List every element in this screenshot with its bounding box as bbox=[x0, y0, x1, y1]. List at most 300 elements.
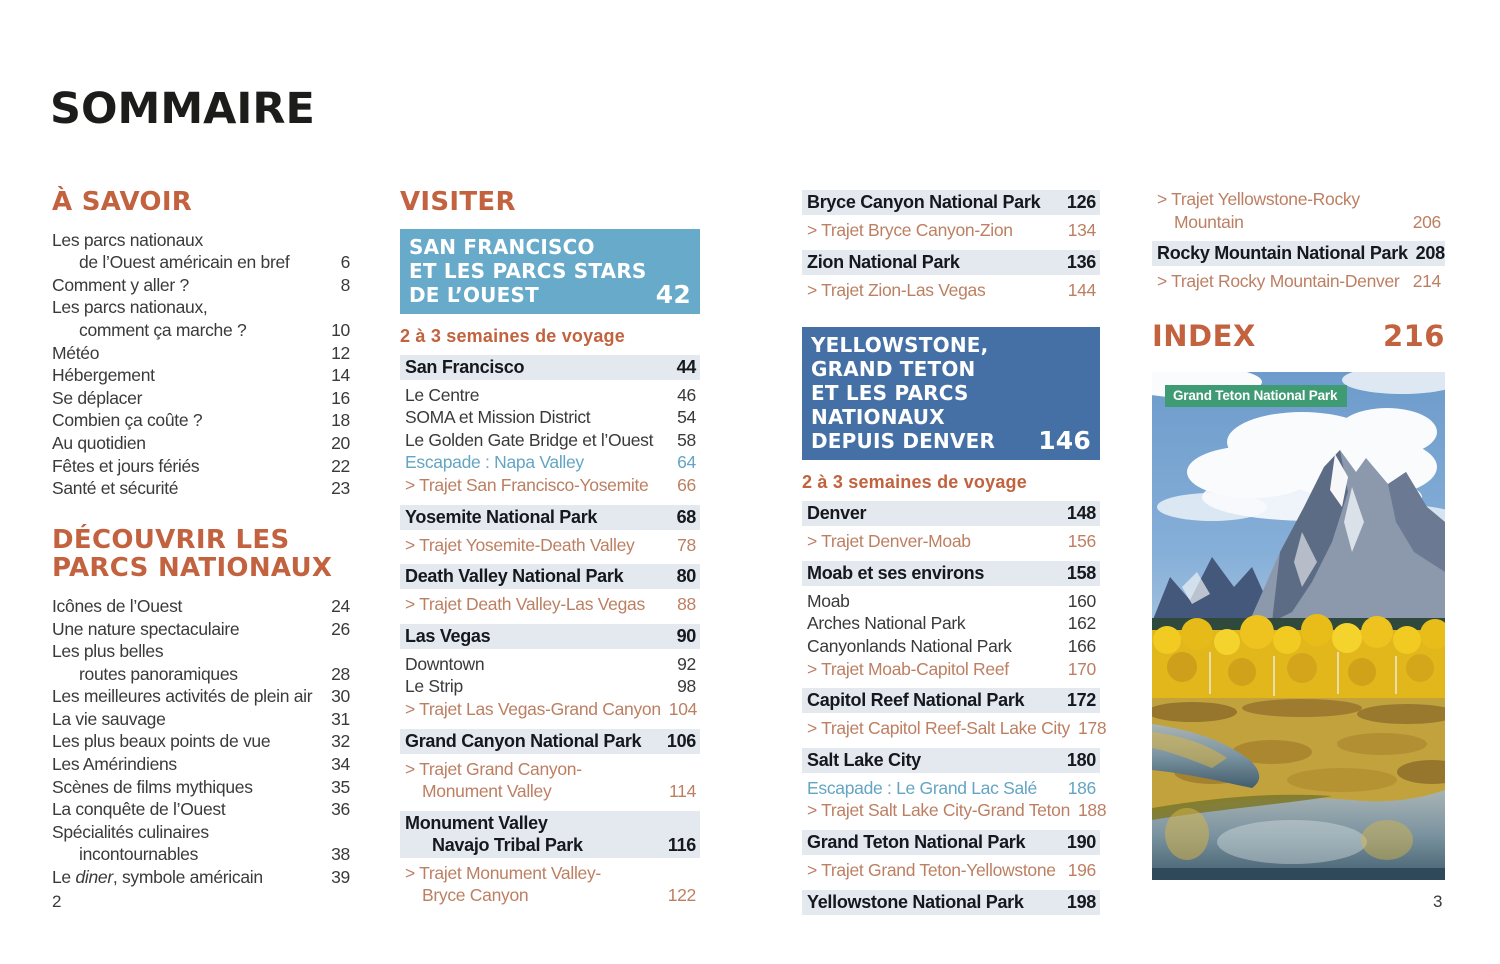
toc-row-line bbox=[807, 502, 1096, 524]
toc-row-group bbox=[52, 595, 350, 889]
toc-row-line bbox=[52, 296, 350, 319]
toc-page-number: 24 bbox=[331, 595, 350, 616]
section-heading-line: PARCS NATIONAUX bbox=[52, 553, 333, 584]
toc-row-line bbox=[405, 780, 696, 803]
toc-page-number: 134 bbox=[1067, 220, 1096, 240]
toc-row-label: > Trajet Monument Valley- bbox=[405, 862, 601, 883]
chapter-box-line bbox=[409, 259, 691, 283]
toc-row-line bbox=[52, 618, 350, 641]
photo-caption: Grand Teton National Park bbox=[1165, 385, 1347, 407]
toc-row bbox=[802, 279, 1100, 302]
section-heading bbox=[400, 188, 700, 217]
toc-row bbox=[52, 866, 350, 889]
toc-page-number: 116 bbox=[667, 834, 696, 855]
toc-row-line bbox=[807, 859, 1096, 882]
chapter-box-line bbox=[409, 279, 691, 309]
toc-row-line bbox=[405, 698, 696, 721]
toc-row bbox=[52, 477, 350, 500]
toc-row-label: Le diner, symbole américain bbox=[52, 867, 263, 888]
toc-row bbox=[52, 821, 350, 866]
toc-page-number: 78 bbox=[677, 534, 696, 555]
page-title: SOMMAIRE bbox=[50, 84, 315, 134]
toc-row-line bbox=[807, 530, 1096, 553]
chapter-box-line bbox=[811, 333, 1091, 357]
toc-page-number: 31 bbox=[331, 708, 350, 729]
toc-row-line bbox=[405, 429, 696, 452]
toc-row bbox=[802, 799, 1107, 822]
toc-row-line bbox=[807, 219, 1096, 242]
toc-page-number: 98 bbox=[677, 676, 696, 697]
toc-page-number: 198 bbox=[1066, 891, 1096, 912]
toc-row bbox=[400, 406, 700, 429]
toc-row-line bbox=[807, 562, 1096, 584]
toc-row-label: Denver bbox=[807, 503, 867, 524]
toc-row-line bbox=[807, 191, 1096, 213]
toc-row-label: Les parcs nationaux bbox=[52, 229, 203, 250]
toc-row-label: routes panoramiques bbox=[79, 663, 238, 684]
toc-row-label: Comment y aller ? bbox=[52, 274, 189, 295]
toc-row bbox=[400, 675, 700, 698]
toc-row-label: Zion National Park bbox=[807, 251, 960, 272]
toc-row-label: Hébergement bbox=[52, 365, 155, 386]
toc-page-number: 162 bbox=[1067, 613, 1096, 634]
toc-row-line bbox=[807, 831, 1096, 853]
toc-row bbox=[52, 595, 350, 618]
chapter-box-text: YELLOWSTONE, bbox=[811, 333, 989, 358]
toc-row-line bbox=[52, 364, 350, 387]
toc-page-number: 180 bbox=[1066, 749, 1096, 770]
toc-row-label: Une nature spectaculaire bbox=[52, 618, 240, 639]
toc-row-label: > Trajet Las Vegas-Grand Canyon bbox=[405, 698, 661, 719]
toc-row-group bbox=[802, 190, 1100, 301]
toc-page-number: 26 bbox=[331, 618, 350, 639]
toc-row-line bbox=[405, 356, 696, 378]
toc-page-number: 208 bbox=[1415, 243, 1445, 264]
toc-row-line bbox=[405, 834, 696, 856]
toc-row bbox=[802, 830, 1100, 855]
toc-row-line bbox=[405, 474, 696, 497]
toc-row bbox=[400, 564, 700, 589]
toc-column-1 bbox=[52, 188, 350, 889]
toc-row-line bbox=[405, 534, 696, 557]
toc-row bbox=[52, 432, 350, 455]
toc-row bbox=[400, 451, 700, 474]
toc-row-label: Les Amérindiens bbox=[52, 754, 177, 775]
toc-row bbox=[400, 862, 700, 907]
toc-page-number: 104 bbox=[668, 698, 698, 719]
toc-row bbox=[52, 708, 350, 731]
toc-page-number: 35 bbox=[331, 776, 350, 797]
toc-row bbox=[52, 685, 350, 708]
toc-row-line bbox=[405, 884, 696, 907]
toc-row bbox=[802, 688, 1100, 713]
toc-row-group bbox=[52, 229, 350, 500]
toc-page-number: 172 bbox=[1066, 690, 1096, 711]
chapter-box-text: SAN FRANCISCO bbox=[409, 234, 595, 259]
toc-page-number: 170 bbox=[1067, 658, 1096, 679]
toc-row-label: Rocky Mountain National Park bbox=[1157, 243, 1408, 264]
toc-row-line bbox=[807, 777, 1096, 800]
toc-row bbox=[1152, 241, 1445, 266]
toc-row-label: > Trajet Yosemite-Death Valley bbox=[405, 534, 635, 555]
toc-row-label: Escapade : Napa Valley bbox=[405, 452, 584, 473]
landscape-illustration bbox=[1152, 372, 1445, 880]
toc-page-number: 190 bbox=[1066, 831, 1096, 852]
toc-row-label: Canyonlands National Park bbox=[807, 635, 1012, 656]
toc-row bbox=[400, 624, 700, 649]
toc-row-label: Spécialités culinaires bbox=[52, 821, 209, 842]
toc-row-line bbox=[52, 477, 350, 500]
toc-row-line bbox=[807, 251, 1096, 273]
toc-row bbox=[400, 653, 700, 676]
toc-row-line bbox=[405, 730, 696, 752]
index-heading bbox=[1152, 319, 1445, 353]
toc-row-line bbox=[52, 342, 350, 365]
toc-row bbox=[52, 753, 350, 776]
toc-row-label: Las Vegas bbox=[405, 625, 491, 646]
toc-row-label: Moab bbox=[807, 590, 850, 611]
toc-page-number: 12 bbox=[331, 342, 350, 363]
toc-row bbox=[802, 501, 1100, 526]
toc-row-line bbox=[52, 798, 350, 821]
toc-page-number: 122 bbox=[667, 885, 696, 906]
toc-row bbox=[52, 387, 350, 410]
toc-row-label: Le Golden Gate Bridge et l’Ouest bbox=[405, 429, 654, 450]
toc-page-number: 58 bbox=[677, 429, 696, 450]
toc-row-label: Icônes de l’Ouest bbox=[52, 595, 183, 616]
toc-row-line bbox=[807, 590, 1096, 613]
toc-row-label: Combien ça coûte ? bbox=[52, 410, 203, 431]
toc-row-line bbox=[52, 595, 350, 618]
toc-page-number: 160 bbox=[1067, 590, 1096, 611]
page-number-left: 2 bbox=[52, 892, 62, 911]
toc-row bbox=[400, 698, 700, 721]
toc-row bbox=[802, 717, 1107, 740]
toc-row bbox=[802, 635, 1100, 658]
toc-row-label: Navajo Tribal Park bbox=[432, 834, 583, 855]
toc-page-number: 66 bbox=[677, 474, 696, 495]
toc-row-label: > Trajet Denver-Moab bbox=[807, 531, 971, 552]
toc-row-label: > Trajet Grand Teton-Yellowstone bbox=[807, 859, 1056, 880]
toc-row bbox=[52, 640, 350, 685]
toc-row-label: Arches National Park bbox=[807, 613, 966, 634]
section-heading-line: À SAVOIR bbox=[52, 187, 193, 217]
toc-page-number: 144 bbox=[1067, 279, 1096, 300]
toc-row-label: Monument Valley bbox=[405, 812, 548, 833]
toc-row bbox=[802, 190, 1100, 215]
toc-row bbox=[802, 748, 1100, 773]
toc-row-line bbox=[405, 506, 696, 528]
toc-row bbox=[400, 355, 700, 380]
toc-row bbox=[400, 474, 700, 497]
toc-row bbox=[802, 658, 1100, 681]
section-heading-line: VISITER bbox=[400, 187, 516, 217]
toc-row-line bbox=[807, 891, 1096, 913]
toc-page-number: 6 bbox=[340, 252, 350, 273]
toc-page-number: 14 bbox=[331, 365, 350, 386]
toc-row-label: > Trajet Death Valley-Las Vegas bbox=[405, 594, 645, 615]
toc-row-line bbox=[52, 753, 350, 776]
toc-row bbox=[52, 798, 350, 821]
toc-row bbox=[52, 618, 350, 641]
chapter-box bbox=[802, 327, 1100, 460]
toc-page-number: 106 bbox=[666, 730, 696, 751]
toc-row bbox=[400, 811, 700, 858]
index-label: INDEX bbox=[1152, 318, 1256, 353]
toc-page-number: 92 bbox=[677, 653, 696, 674]
toc-row-line bbox=[807, 279, 1096, 302]
toc-row-label: Le Centre bbox=[405, 384, 480, 405]
index-page-number: 216 bbox=[1382, 318, 1445, 353]
trip-duration-label: 2 à 3 semaines de voyage bbox=[400, 325, 625, 346]
toc-row-label: Death Valley National Park bbox=[405, 566, 624, 587]
toc-row bbox=[52, 455, 350, 478]
toc-row-label: Les meilleures activités de plein air bbox=[52, 686, 313, 707]
toc-page-number: 166 bbox=[1067, 635, 1096, 656]
toc-page-number: 158 bbox=[1066, 562, 1096, 583]
toc-page-number: 16 bbox=[331, 387, 350, 408]
toc-row-label: comment ça marche ? bbox=[79, 319, 247, 340]
chapter-box-text: DE L’OUEST bbox=[409, 282, 539, 307]
chapter-box-line bbox=[811, 426, 1091, 456]
toc-row-label: San Francisco bbox=[405, 356, 525, 377]
toc-row-line bbox=[52, 866, 350, 889]
toc-row bbox=[802, 612, 1100, 635]
toc-row-line bbox=[52, 776, 350, 799]
toc-row-line bbox=[52, 319, 350, 342]
toc-row-line bbox=[405, 406, 696, 429]
toc-row-label: > Trajet Yellowstone-Rocky bbox=[1157, 189, 1360, 209]
toc-row bbox=[1152, 270, 1445, 293]
toc-row-label: Yellowstone National Park bbox=[807, 891, 1024, 912]
toc-row bbox=[400, 729, 700, 754]
toc-page-number: 80 bbox=[676, 566, 696, 587]
toc-row-line bbox=[405, 384, 696, 407]
toc-row-line bbox=[1157, 211, 1441, 234]
toc-page-number: 23 bbox=[331, 478, 350, 499]
toc-page-number: 54 bbox=[677, 407, 696, 428]
toc-row bbox=[802, 530, 1100, 553]
toc-row-label: Bryce Canyon National Park bbox=[807, 192, 1041, 212]
toc-row-line bbox=[807, 749, 1096, 771]
toc-row-label: > Trajet Moab-Capitol Reef bbox=[807, 658, 1009, 679]
toc-page-number: 20 bbox=[331, 432, 350, 453]
toc-row-label: Les plus belles bbox=[52, 641, 164, 662]
toc-row-label: La vie sauvage bbox=[52, 708, 166, 729]
toc-row bbox=[802, 250, 1100, 275]
toc-row-label: Capitol Reef National Park bbox=[807, 690, 1025, 711]
toc-row-line bbox=[807, 635, 1096, 658]
toc-row-label: Les parcs nationaux, bbox=[52, 297, 208, 318]
toc-page-number: 22 bbox=[331, 455, 350, 476]
chapter-box-text: ET LES PARCS STARS bbox=[409, 258, 647, 283]
toc-page-number: 90 bbox=[676, 625, 696, 646]
toc-row bbox=[52, 229, 350, 274]
section-heading bbox=[52, 188, 350, 217]
toc-row-label: Météo bbox=[52, 342, 100, 363]
toc-page-number: 10 bbox=[331, 319, 350, 340]
toc-row-line bbox=[807, 612, 1096, 635]
toc-row-label: Santé et sécurité bbox=[52, 478, 179, 499]
toc-row-label: > Trajet Rocky Mountain-Denver bbox=[1157, 271, 1400, 292]
toc-page-number: 186 bbox=[1067, 777, 1096, 798]
toc-row-line bbox=[807, 689, 1096, 711]
toc-row-label: Monument Valley bbox=[422, 781, 552, 802]
section-heading bbox=[52, 526, 350, 583]
toc-row-label: > Trajet Bryce Canyon-Zion bbox=[807, 220, 1013, 240]
toc-row-line bbox=[52, 730, 350, 753]
toc-page-number: 38 bbox=[331, 844, 350, 865]
chapter-box-line bbox=[409, 235, 691, 259]
toc-row bbox=[400, 758, 700, 803]
toc-page-number: 36 bbox=[331, 799, 350, 820]
toc-page-number: 46 bbox=[677, 384, 696, 405]
toc-row-line bbox=[807, 799, 1107, 822]
toc-row-line bbox=[405, 565, 696, 587]
toc-row bbox=[802, 859, 1100, 882]
chapter-box-text: ET LES PARCS NATIONAUX bbox=[811, 381, 969, 430]
toc-page-number: 34 bbox=[331, 754, 350, 775]
toc-row-line bbox=[405, 593, 696, 616]
toc-row-group bbox=[400, 355, 700, 907]
toc-row-line bbox=[405, 625, 696, 647]
toc-row-label: Grand Teton National Park bbox=[807, 831, 1026, 852]
toc-page-number: 68 bbox=[676, 506, 696, 527]
toc-row bbox=[1152, 188, 1445, 233]
toc-row-label: > Trajet Grand Canyon- bbox=[405, 758, 582, 779]
toc-row-line bbox=[405, 862, 696, 885]
toc-page-number: 214 bbox=[1412, 271, 1441, 292]
toc-page-number: 136 bbox=[1066, 251, 1096, 272]
toc-page-number: 28 bbox=[331, 663, 350, 684]
toc-row bbox=[400, 593, 700, 616]
toc-row bbox=[802, 561, 1100, 586]
toc-row-label: Mountain bbox=[1174, 211, 1244, 232]
toc-row-line bbox=[405, 653, 696, 676]
toc-page-number: 32 bbox=[331, 731, 350, 752]
page-number-right: 3 bbox=[1433, 892, 1443, 911]
toc-row-label: Yosemite National Park bbox=[405, 506, 598, 527]
toc-row-line bbox=[52, 251, 350, 274]
toc-row bbox=[52, 730, 350, 753]
toc-page-number: 196 bbox=[1067, 859, 1096, 880]
toc-row-line bbox=[52, 663, 350, 686]
toc-column-3 bbox=[802, 188, 1107, 919]
toc-row-label: Se déplacer bbox=[52, 387, 143, 408]
toc-row-label: > Trajet Salt Lake City-Grand Teton bbox=[807, 800, 1070, 821]
toc-page-number: 188 bbox=[1078, 800, 1107, 821]
toc-row-line bbox=[52, 274, 350, 297]
toc-column-2 bbox=[400, 188, 700, 907]
chapter-box-line bbox=[811, 357, 1091, 381]
toc-row bbox=[52, 776, 350, 799]
toc-row-group bbox=[1152, 188, 1445, 293]
toc-row bbox=[802, 890, 1100, 915]
toc-page-number: 8 bbox=[340, 274, 350, 295]
chapter-box-page-number: 42 bbox=[655, 279, 691, 309]
toc-page-number: 30 bbox=[331, 686, 350, 707]
toc-row-line bbox=[52, 432, 350, 455]
toc-page-number: 18 bbox=[331, 410, 350, 431]
toc-row-label: Salt Lake City bbox=[807, 749, 921, 770]
toc-row-label: La conquête de l’Ouest bbox=[52, 799, 226, 820]
toc-page-number: 64 bbox=[677, 452, 696, 473]
toc-row-label: Moab et ses environs bbox=[807, 562, 985, 583]
toc-row-line bbox=[52, 387, 350, 410]
chapter-box-page-number: 146 bbox=[1038, 426, 1091, 456]
grand-teton-photo bbox=[1152, 372, 1445, 880]
toc-page-number: 156 bbox=[1067, 531, 1096, 552]
toc-row-label: Scènes de films mythiques bbox=[52, 776, 253, 797]
toc-row-line bbox=[52, 229, 350, 252]
toc-row-label: Les plus beaux points de vue bbox=[52, 731, 271, 752]
toc-row-line bbox=[52, 843, 350, 866]
toc-row bbox=[52, 296, 350, 341]
toc-row bbox=[52, 274, 350, 297]
toc-row-line bbox=[405, 451, 696, 474]
toc-row-label: Fêtes et jours fériés bbox=[52, 455, 200, 476]
toc-row bbox=[400, 384, 700, 407]
toc-row-label: > Trajet Zion-Las Vegas bbox=[807, 279, 986, 300]
toc-row-line bbox=[52, 708, 350, 731]
toc-row-line bbox=[52, 685, 350, 708]
toc-row-label: Downtown bbox=[405, 653, 485, 674]
toc-page-number: 39 bbox=[331, 867, 350, 888]
toc-row bbox=[802, 777, 1100, 800]
section-heading-line: DÉCOUVRIR LES bbox=[52, 524, 290, 555]
toc-row bbox=[400, 534, 700, 557]
toc-row-line bbox=[405, 758, 696, 781]
toc-page-number: 178 bbox=[1078, 718, 1107, 739]
toc-row-label: Le Strip bbox=[405, 676, 463, 697]
toc-row-label: Au quotidien bbox=[52, 432, 146, 453]
toc-row-label: de l’Ouest américain en bref bbox=[79, 252, 290, 273]
chapter-box-line bbox=[811, 381, 1091, 429]
toc-row bbox=[52, 409, 350, 432]
toc-row-label: > Trajet Capitol Reef-Salt Lake City bbox=[807, 718, 1071, 739]
toc-row bbox=[802, 590, 1100, 613]
toc-row-line bbox=[52, 455, 350, 478]
toc-row-label: incontournables bbox=[79, 844, 199, 865]
toc-row-line bbox=[405, 675, 696, 698]
toc-page-number: 114 bbox=[669, 781, 696, 802]
chapter-box bbox=[400, 229, 700, 314]
toc-row-label: SOMA et Mission District bbox=[405, 407, 591, 428]
toc-row bbox=[52, 342, 350, 365]
trip-duration-label: 2 à 3 semaines de voyage bbox=[802, 472, 1027, 493]
toc-row-line bbox=[52, 640, 350, 663]
toc-row-label: > Trajet San Francisco-Yosemite bbox=[405, 474, 649, 495]
toc-row-label: Escapade : Le Grand Lac Salé bbox=[807, 777, 1037, 798]
toc-page-number: 126 bbox=[1066, 192, 1096, 212]
toc-row bbox=[400, 429, 700, 452]
toc-row-line bbox=[807, 717, 1107, 740]
toc-row-line bbox=[1157, 242, 1445, 264]
toc-page-number: 88 bbox=[677, 594, 696, 615]
toc-row-label: Grand Canyon National Park bbox=[405, 730, 642, 751]
toc-row-line bbox=[52, 409, 350, 432]
chapter-box-text: DEPUIS DENVER bbox=[811, 429, 996, 454]
toc-page-number: 148 bbox=[1066, 503, 1096, 524]
toc-row-line bbox=[1157, 270, 1441, 293]
toc-page-number: 44 bbox=[676, 356, 696, 377]
toc-row bbox=[802, 219, 1100, 242]
toc-row-line bbox=[405, 812, 696, 834]
toc-page-number: 206 bbox=[1412, 211, 1441, 232]
chapter-box-text: GRAND TETON bbox=[811, 357, 976, 382]
toc-row-group bbox=[802, 501, 1107, 914]
toc-row bbox=[52, 364, 350, 387]
